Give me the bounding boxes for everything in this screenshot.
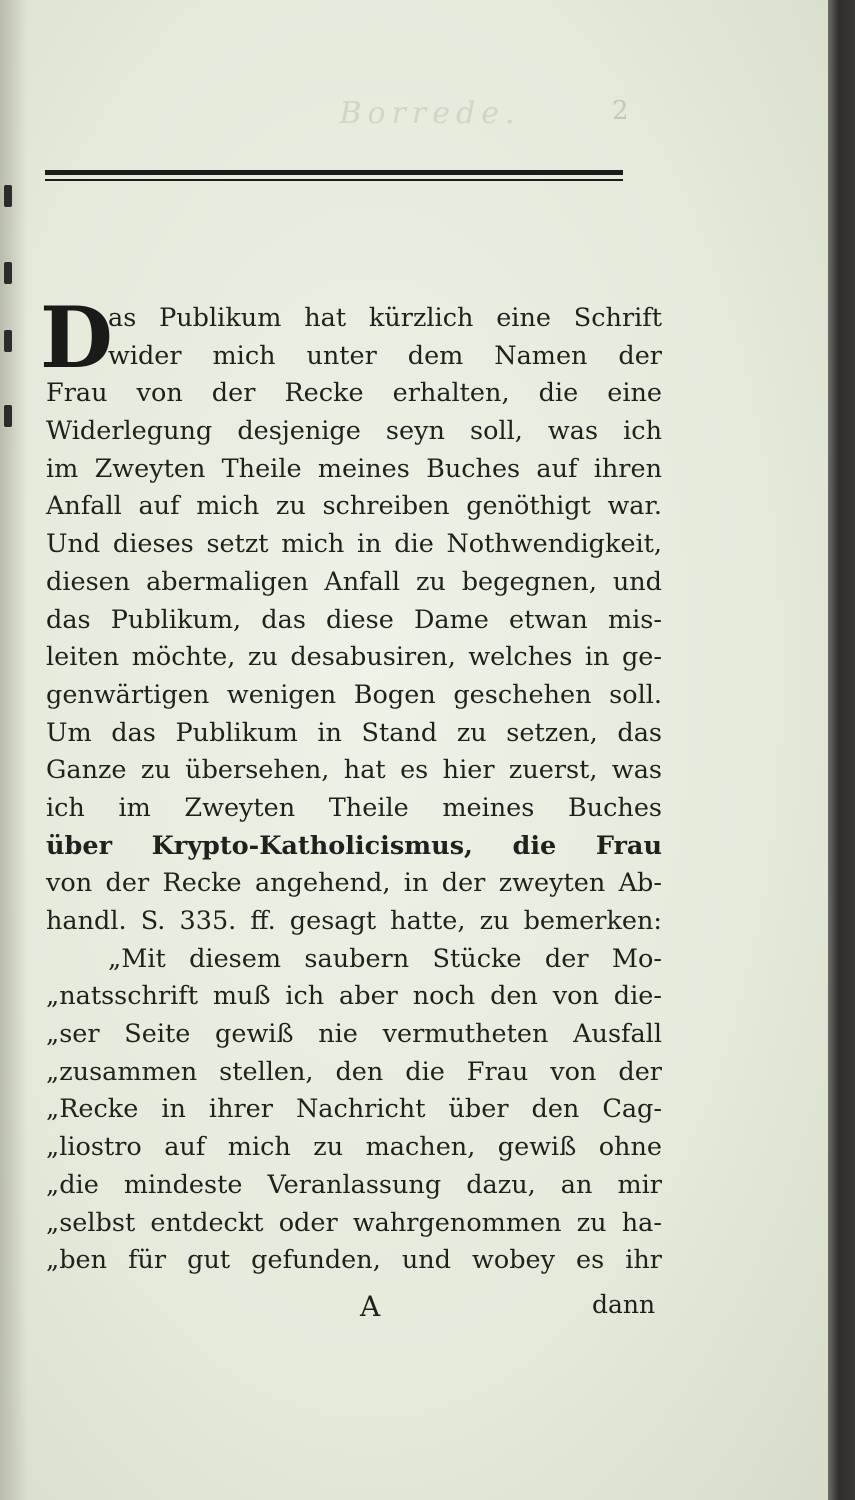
running-head: Borrede. [339, 96, 521, 131]
text-line: „liostro auf mich zu machen, gewiß ohne [46, 1132, 662, 1163]
text-line: „Recke in ihrer Nachricht über den Cag- [46, 1094, 662, 1125]
header-rule [45, 170, 623, 184]
text-line: Um das Publikum in Stand zu setzen, das [46, 717, 662, 748]
text-line: Anfall auf mich zu schreiben genöthigt war. [46, 491, 662, 522]
gutter-mark [4, 330, 12, 352]
text-line: von der Recke angehend, in der zweyten Ab- [46, 868, 662, 899]
catchword: dann [592, 1290, 656, 1319]
header-rule-thick [45, 170, 623, 175]
text-line: im Zweyten Theile meines Buches auf ihren [46, 453, 662, 484]
signature-mark: A [360, 1290, 381, 1323]
text-line: „Mit diesem saubern Stücke der Mo- [108, 943, 662, 974]
text-line: „die mindeste Veranlassung dazu, an mir [46, 1169, 662, 1200]
text-line: „selbst entdeckt oder wahrgenommen zu ha- [46, 1207, 662, 1238]
text-line: ich im Zweyten Theile meines Buches [46, 792, 662, 823]
book-edge [828, 0, 855, 1500]
text-line: „ben für gut gefunden, und wobey es ihr [46, 1245, 662, 1276]
text-line: Ganze zu übersehen, hat es hier zuerst, was [46, 755, 662, 786]
text-line: handl. S. 335. ff. gesagt hatte, zu bemerken: [46, 906, 662, 936]
text-line: Frau von der Recke erhalten, die eine [46, 378, 662, 409]
gutter-mark [4, 405, 12, 427]
text-line: wider mich unter dem Namen der [108, 340, 662, 371]
page-number: 2 [612, 96, 629, 126]
text-line: Und dieses setzt mich in die Nothwendigkeit, [46, 529, 662, 560]
text-line: Widerlegung desjenige seyn soll, was ich [46, 416, 662, 447]
text-line: „zusammen stellen, den die Frau von der [46, 1056, 662, 1087]
text-line: „natsschrift muß ich aber noch den von die- [46, 981, 662, 1012]
gutter-mark [4, 262, 12, 284]
text-line: as Publikum hat kürzlich eine Schrift [108, 303, 662, 333]
drop-cap: D [40, 288, 113, 387]
text-line: über Krypto-Katholicismus, die Frau [46, 830, 662, 861]
text-line: das Publikum, das diese Dame etwan mis- [46, 604, 662, 635]
text-line: diesen abermaligen Anfall zu begegnen, und [46, 566, 662, 597]
header-rule-thin [45, 179, 623, 181]
text-line: „ser Seite gewiß nie vermutheten Ausfall [46, 1019, 662, 1050]
gutter-mark [4, 185, 12, 207]
text-line: genwärtigen wenigen Bogen geschehen soll. [46, 679, 662, 710]
page-gutter-shadow [0, 0, 28, 1500]
body-text [46, 300, 662, 1280]
text-line: leiten möchte, zu desabusiren, welches in ge- [46, 642, 662, 673]
